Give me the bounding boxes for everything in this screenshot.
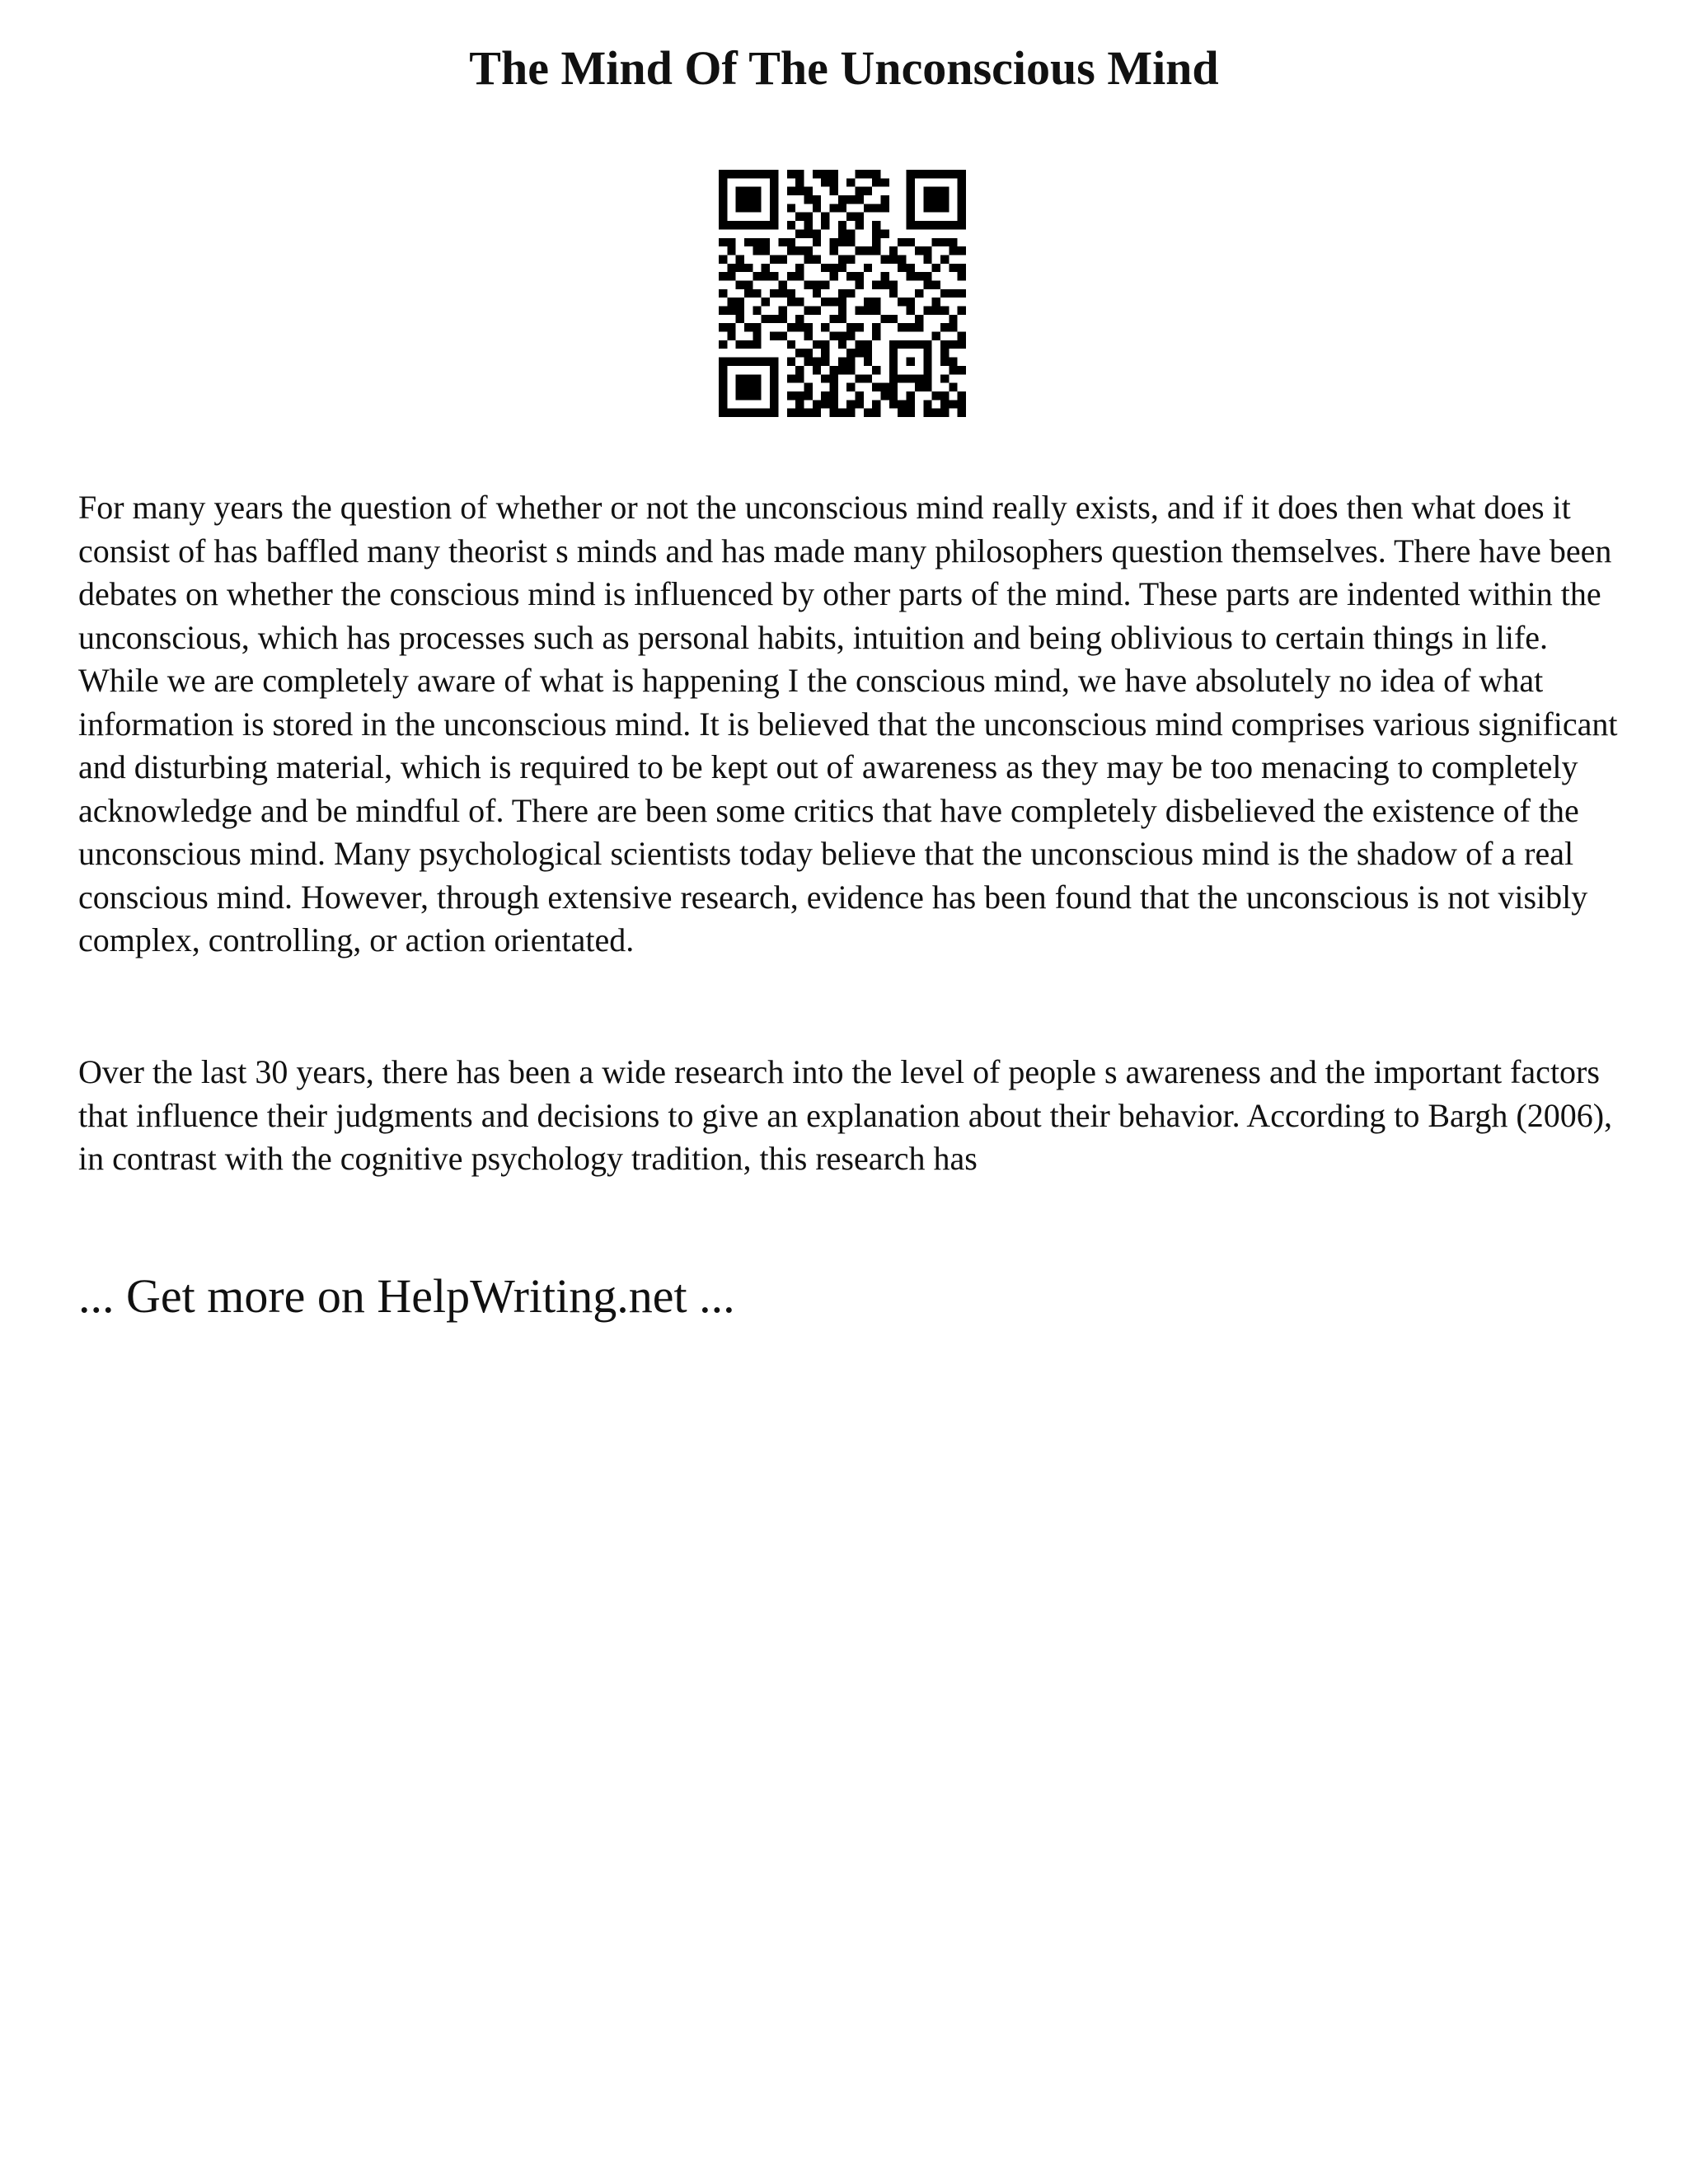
document-title: The Mind Of The Unconscious Mind [469,41,1219,95]
qr-code-icon [719,170,966,417]
get-more-link[interactable]: ... Get more on HelpWriting.net ... [78,1269,735,1323]
body-paragraph-1: For many years the question of whether or not the unconscious mind really exists, and if it does then what does it consist of has baffled many theorist s minds and has made many philosophers question themselves. There have been debates on whether the conscious mind is influenced by other parts of the mind. These parts are indented within the unconscious, which has processes such as personal habits, intuition and being oblivious to certain things in life. While we are completely aware of what is happening I the conscious mind, we have absolutely no idea of what information is stored in the unconscious mind. It is believed that the unconscious mind comprises various significant and disturbing material, which is required to be kept out of awareness as they may be too menacing to completely acknowledge and be mindful of. There are been some critics that have completely disbelieved the existence of the unconscious mind. Many psychological scientists today believe that the unconscious mind is the shadow of a real conscious mind. However, through extensive research, evidence has been found that the unconscious is not visibly complex, controlling, or action orientated. [78,489,1618,958]
body-paragraph-2: Over the last 30 years, there has been a wide research into the level of people s awareness and the important factors that influence their judgments and decisions to give an explanation about their behavior. According to Bargh (2006), in contrast with the cognitive psychology tradition, this research has [78,1053,1613,1177]
